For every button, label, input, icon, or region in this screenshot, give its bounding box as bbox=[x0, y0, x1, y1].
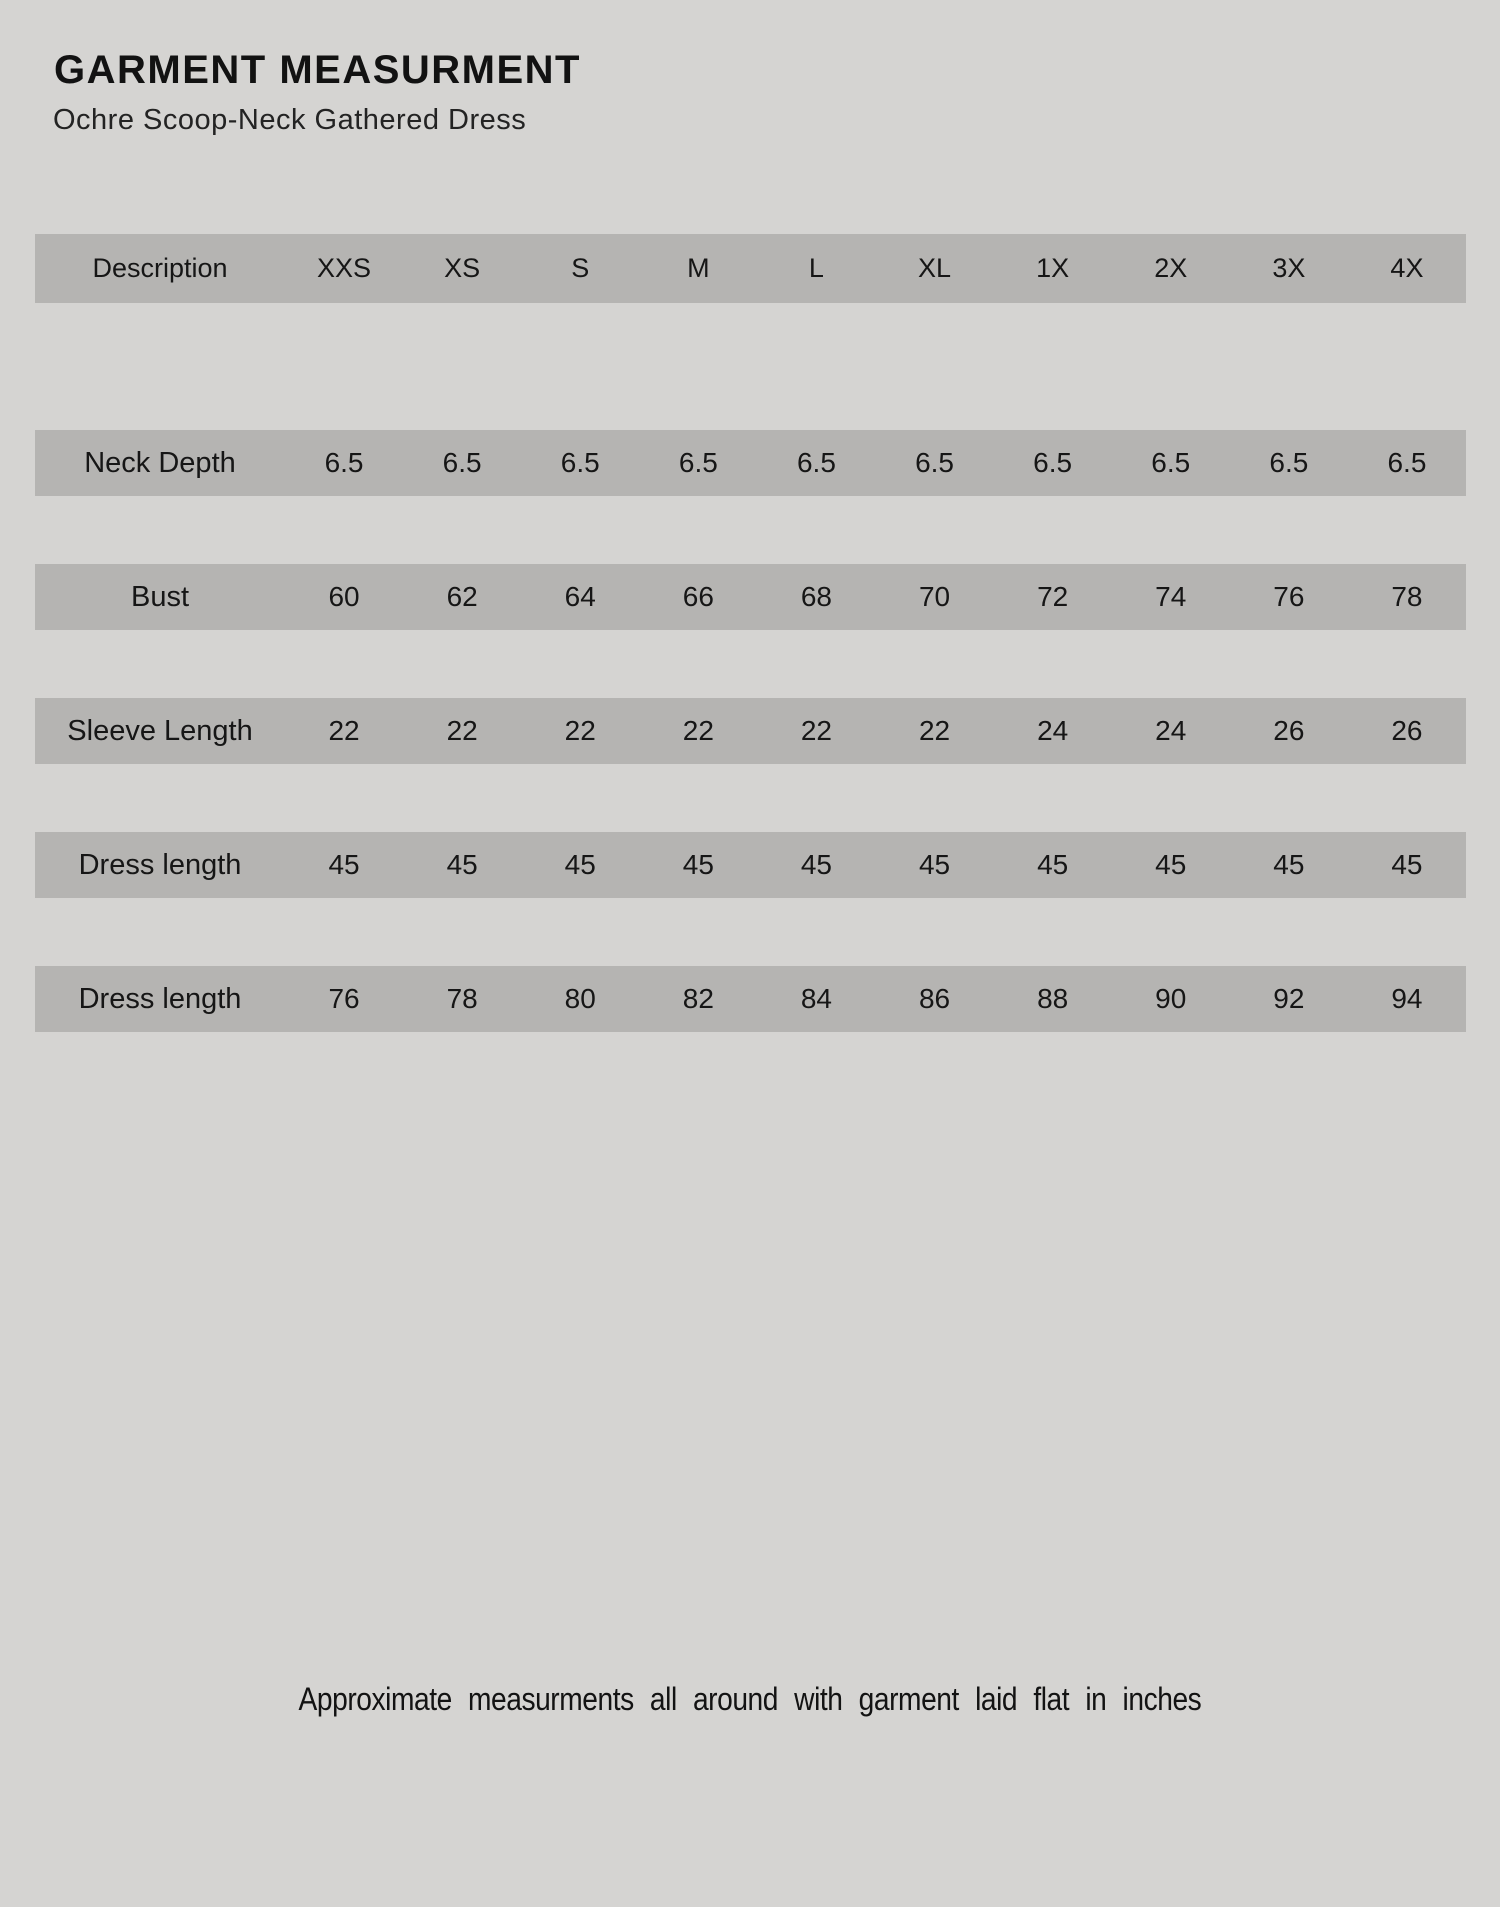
table-row bbox=[35, 966, 1466, 1032]
measurement-value: 84 bbox=[800, 983, 833, 1014]
size-column-header: 2X bbox=[1154, 253, 1188, 283]
measurement-value: 60 bbox=[328, 581, 360, 612]
measurement-value: 92 bbox=[1273, 983, 1305, 1014]
measurement-value: 80 bbox=[564, 983, 596, 1014]
measurement-value: 90 bbox=[1155, 983, 1187, 1014]
size-column-header: XXS bbox=[317, 253, 372, 283]
row-label: Neck Depth bbox=[84, 446, 236, 479]
product-name: Ochre Scoop-Neck Gathered Dress bbox=[53, 104, 527, 136]
row-label: Bust bbox=[130, 580, 190, 613]
footnote-text: Approximate measurments all around with garment laid flat in inches bbox=[298, 1681, 1202, 1717]
table-row bbox=[35, 564, 1466, 630]
measurement-value: 6.5 bbox=[1033, 447, 1073, 478]
measurement-value: 94 bbox=[1391, 983, 1423, 1014]
row-label: Dress length bbox=[78, 982, 242, 1015]
table-row bbox=[35, 698, 1466, 764]
measurement-value: 24 bbox=[1037, 715, 1069, 746]
size-table bbox=[35, 0, 1466, 1100]
measurement-value: 22 bbox=[682, 715, 714, 746]
measurement-value: 72 bbox=[1037, 581, 1069, 612]
measurement-value: 22 bbox=[800, 715, 833, 746]
measurement-value: 45 bbox=[918, 849, 951, 880]
measurement-value: 22 bbox=[564, 715, 596, 746]
measurement-value: 62 bbox=[446, 581, 478, 612]
measurement-value: 45 bbox=[1037, 849, 1069, 880]
description-column-header: Description bbox=[92, 253, 228, 283]
measurement-value: 22 bbox=[918, 715, 951, 746]
measurement-value: 66 bbox=[682, 581, 714, 612]
size-column-header: M bbox=[687, 253, 710, 283]
measurement-value: 78 bbox=[446, 983, 478, 1014]
size-column-header: L bbox=[808, 253, 824, 283]
measurement-value: 6.5 bbox=[560, 447, 600, 478]
measurement-value: 6.5 bbox=[915, 447, 954, 478]
measurement-value: 6.5 bbox=[324, 447, 364, 478]
measurement-value: 74 bbox=[1155, 581, 1187, 612]
header-row bbox=[35, 234, 1466, 303]
measurement-value: 24 bbox=[1155, 715, 1187, 746]
measurement-value: 6.5 bbox=[796, 447, 836, 478]
size-column-header: S bbox=[571, 253, 590, 283]
row-label: Sleeve Length bbox=[67, 714, 253, 747]
footnote bbox=[0, 1681, 1500, 1718]
measurement-value: 45 bbox=[1391, 849, 1423, 880]
measurement-value: 6.5 bbox=[442, 447, 482, 478]
measurement-value: 45 bbox=[682, 849, 714, 880]
measurement-value: 6.5 bbox=[1269, 447, 1309, 478]
measurement-value: 70 bbox=[918, 581, 951, 612]
measurement-value: 88 bbox=[1037, 983, 1069, 1014]
measurement-value: 22 bbox=[328, 715, 360, 746]
size-column-header: 1X bbox=[1036, 253, 1070, 283]
measurement-value: 45 bbox=[564, 849, 596, 880]
measurement-value: 86 bbox=[918, 983, 951, 1014]
measurement-value: 76 bbox=[328, 983, 360, 1014]
measurement-value: 68 bbox=[800, 581, 833, 612]
size-column-header: 3X bbox=[1272, 253, 1306, 283]
measurement-value: 45 bbox=[800, 849, 833, 880]
measurement-value: 45 bbox=[328, 849, 360, 880]
measurement-value: 45 bbox=[1273, 849, 1305, 880]
measurement-value: 26 bbox=[1273, 715, 1305, 746]
table-row bbox=[35, 832, 1466, 898]
table-row bbox=[35, 430, 1466, 496]
size-column-header: XL bbox=[918, 253, 952, 283]
measurement-value: 6.5 bbox=[678, 447, 718, 478]
measurement-value: 45 bbox=[446, 849, 478, 880]
size-column-header: XS bbox=[444, 253, 481, 283]
row-label: Dress length bbox=[78, 848, 242, 881]
measurement-value: 64 bbox=[564, 581, 596, 612]
measurement-value: 78 bbox=[1391, 581, 1423, 612]
page-title: GARMENT MEASURMENT bbox=[54, 48, 581, 92]
measurement-value: 6.5 bbox=[1151, 447, 1191, 478]
measurement-value: 22 bbox=[446, 715, 478, 746]
measurement-value: 26 bbox=[1391, 715, 1423, 746]
measurement-value: 45 bbox=[1155, 849, 1187, 880]
measurement-value: 6.5 bbox=[1387, 447, 1427, 478]
measurement-value: 82 bbox=[682, 983, 714, 1014]
size-column-header: 4X bbox=[1390, 253, 1424, 283]
measurement-value: 76 bbox=[1273, 581, 1305, 612]
